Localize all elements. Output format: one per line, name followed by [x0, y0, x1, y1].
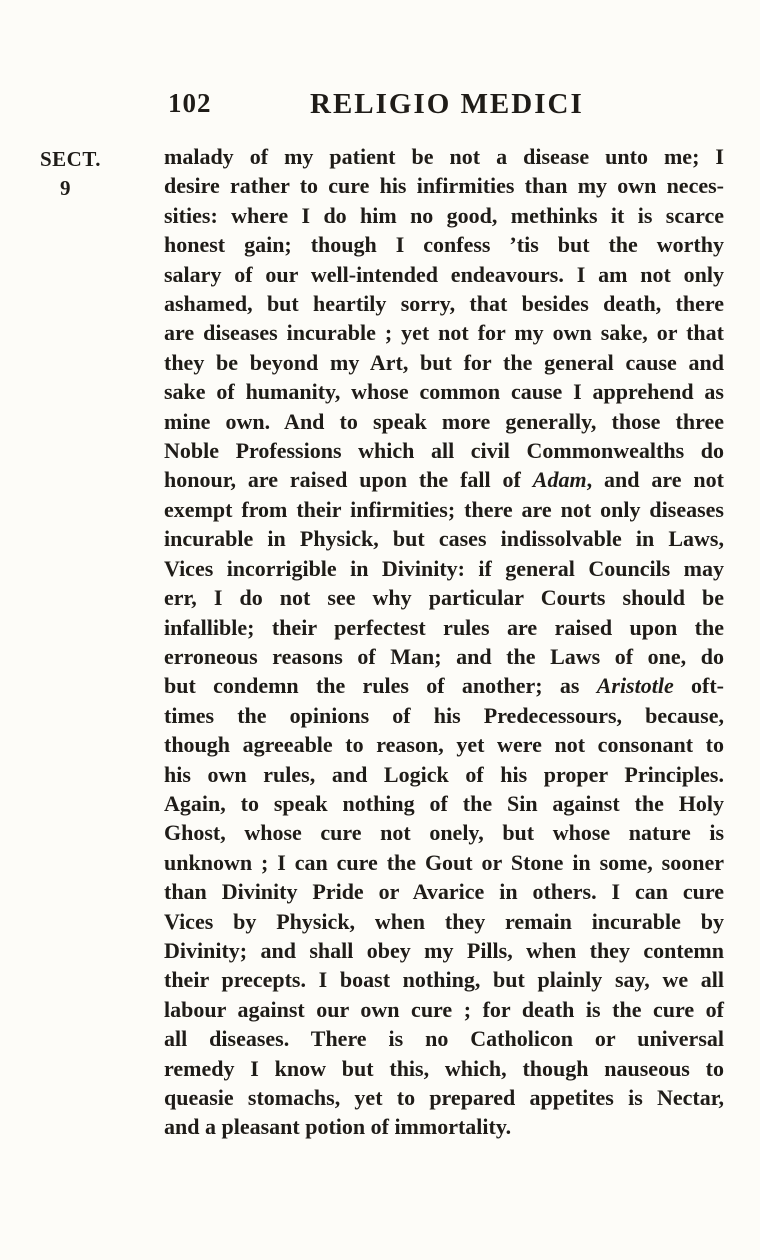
- text-line: all diseases. There is no Catholicon or universal: [164, 1026, 724, 1052]
- text-line: err, I do not see why particular Courts should be: [164, 585, 724, 611]
- text-line: his own rules, and Logick of his proper Principles.: [164, 761, 724, 787]
- text-line: though agreeable to reason, yet were not consonant to: [164, 732, 724, 758]
- text-line: sities: where I do him no good, methinks it is scarce: [164, 202, 724, 228]
- text-run: but condemn the rules of another; as: [164, 673, 597, 699]
- text-run: , and are not: [586, 467, 724, 493]
- text-line: desire rather to cure his infirmities than my own neces-: [164, 173, 724, 199]
- section-label: SECT.: [40, 147, 102, 171]
- text-run: oft-: [673, 673, 724, 699]
- text-line: Vices by Physick, when they remain incurable by: [164, 908, 724, 934]
- text-line-last: and a pleasant potion of immortality.: [164, 1114, 512, 1140]
- section-marginal-note: [40, 145, 150, 203]
- page-header: [168, 88, 728, 128]
- section-number: 9: [60, 176, 71, 200]
- text-line: Ghost, whose cure not onely, but whose nature is: [164, 820, 724, 846]
- text-line: mine own. And to speak more generally, those three: [164, 408, 724, 434]
- text-line: Vices incorrigible in Divinity: if general Councils may: [164, 555, 724, 581]
- text-line: Again, to speak nothing of the Sin against the Holy: [164, 790, 724, 816]
- text-line: queasie stomachs, yet to prepared appetites is Nectar,: [164, 1085, 724, 1110]
- text-line: ashamed, but heartily sorry, that besides death, there: [164, 291, 724, 317]
- text-line: salary of our well-intended endeavours. I am not only: [164, 261, 724, 287]
- text-line: labour against our own cure ; for death is the cure of: [164, 996, 724, 1022]
- text-line: Divinity; and shall obey my Pills, when they contemn: [164, 937, 724, 963]
- text-line: sake of humanity, whose common cause I apprehend as: [164, 379, 724, 405]
- text-line: infallible; their perfectest rules are raised upon the: [164, 614, 724, 640]
- text-line: are diseases incurable ; yet not for my own sake, or that: [164, 320, 724, 346]
- body-paragraph: [164, 142, 724, 1142]
- text-line: erroneous reasons of Man; and the Laws of one, do: [164, 643, 724, 669]
- page-number: 102: [168, 88, 212, 118]
- text-line: they be beyond my Art, but for the general cause and: [164, 349, 724, 375]
- text-line: [164, 465, 724, 494]
- text-line: malady of my patient be not a disease unto me; I: [164, 144, 724, 169]
- text-line: unknown ; I can cure the Gout or Stone in some, sooner: [164, 849, 724, 875]
- text-line: their precepts. I boast nothing, but plainly say, we all: [164, 967, 724, 993]
- text-line: than Divinity Pride or Avarice in others. I can cure: [164, 879, 724, 905]
- text-line: Noble Professions which all civil Commonwealths do: [164, 438, 724, 464]
- text-line: exempt from their infirmities; there are not only diseases: [164, 496, 724, 522]
- text-run: honour, are raised upon the fall of: [164, 467, 533, 493]
- text-line: honest gain; though I confess ’tis but the worthy: [164, 232, 724, 258]
- italic-name-adam: Adam: [532, 467, 587, 493]
- text-line: times the opinions of his Predecessours, because,: [164, 702, 724, 728]
- text-line: remedy I know but this, which, though nauseous to: [164, 1055, 724, 1081]
- running-title: RELIGIO MEDICI: [310, 88, 584, 120]
- text-line: [164, 671, 724, 700]
- italic-name-aristotle: Aristotle: [596, 673, 674, 699]
- text-line: incurable in Physick, but cases indissolvable in Laws,: [164, 526, 724, 552]
